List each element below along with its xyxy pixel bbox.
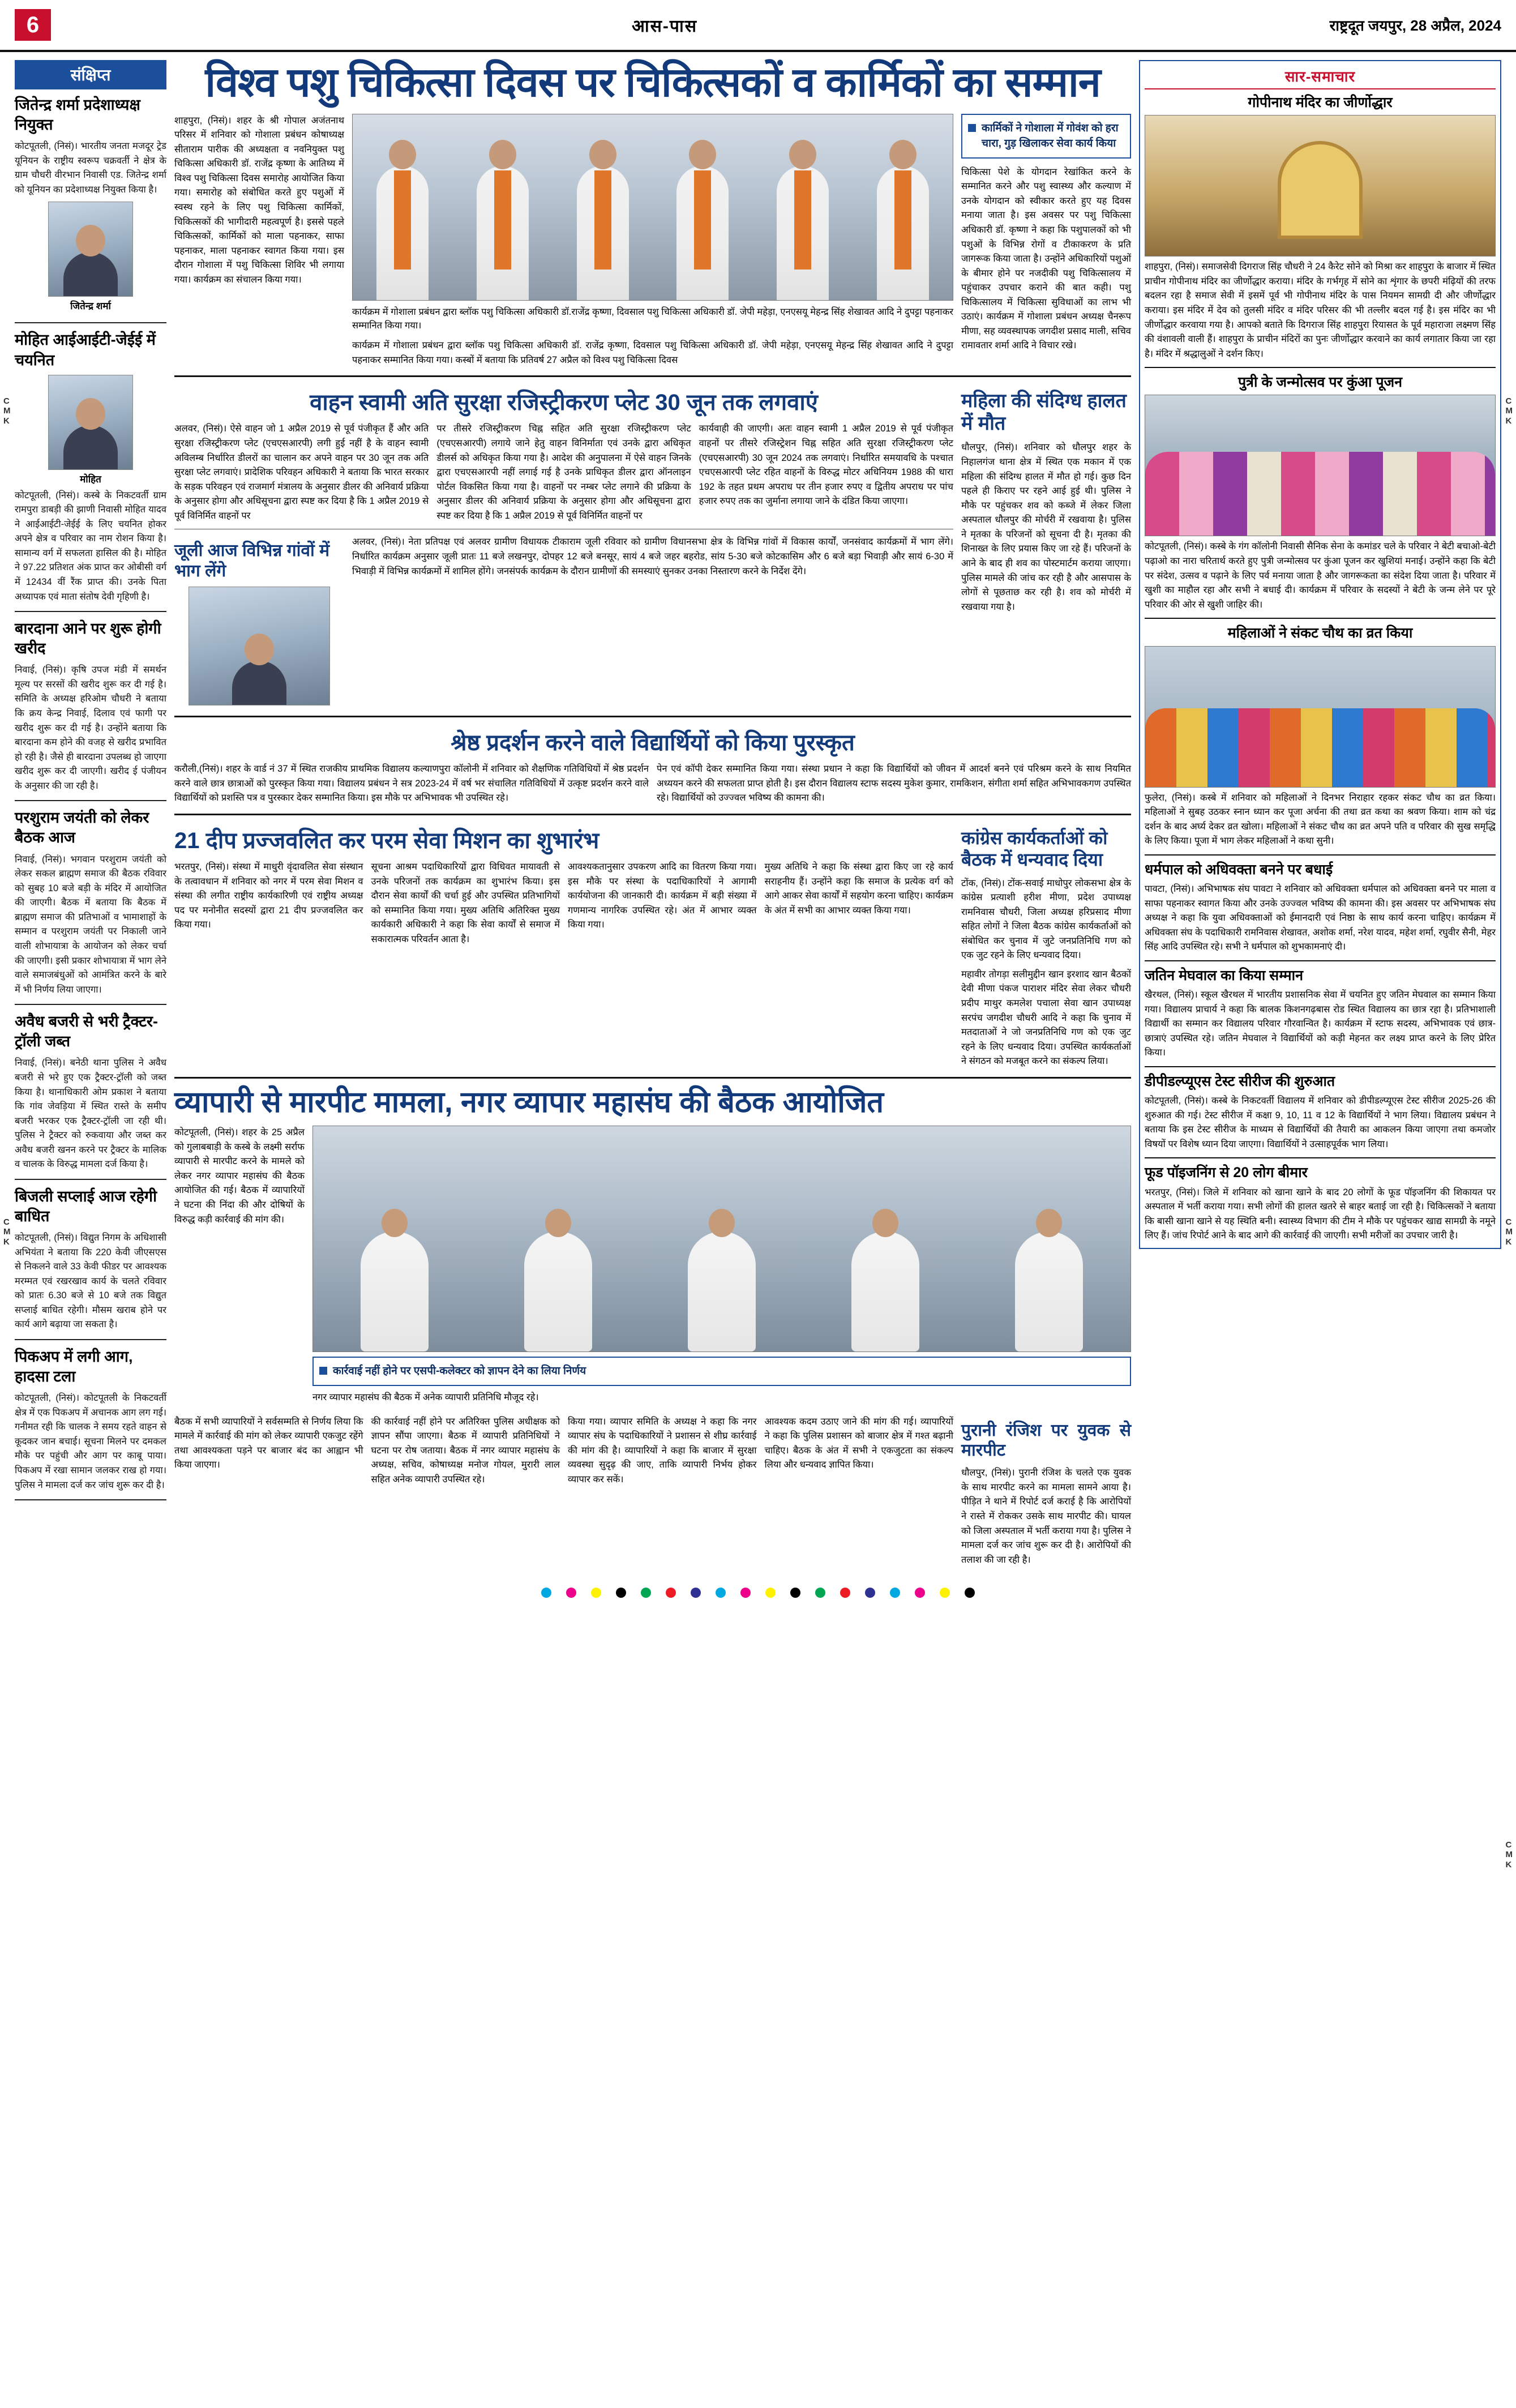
award-headline: श्रेष्ठ प्रदर्शन करने वाले विद्यार्थियों को किया पुरस्कृत (451, 730, 855, 756)
award-col-1: करौली,(निसं)। शहर के वार्ड नं 37 में स्थित राजकीय प्राथमिक विद्यालय कल्याणपुरा कॉलोनी में शनिवार को शैक्षणिक गतिविधियों में श्रेष्ठ प्रदर्शन करने वाले छात्र छात्राओं को पुरस्कृत किया गया। विद्यालय प्रबंधन ने सत्र 2023-24 में वर्ष भर संचालित गतिविधियों में उत्कृष्ट प्रदर्शन करने वाले विद्यार्थियों को प्रशस्ति पत्र व पुरस्कार देकर सम्मानित किया। इस मौके पर अभिभावक भी उपस्थित रहे। (174, 764, 649, 803)
mahila-story (961, 384, 1131, 708)
photo-figures (353, 166, 953, 300)
mission-story (174, 822, 953, 1069)
divider (174, 375, 1131, 377)
bottom-col-1: कोटपूतली, (निसं)। शहर के 25 अप्रैल को गुलाबबाड़ी के कस्बे के लक्ष्मी सर्राफ व्यापारी से मारपीट करने के मामले को लेकर नगर व्यापार महासंघ की बैठक आयोजित की गई। बैठक में व्यापारियों ने घटना की निंदा की और दोषियों के विरुद्ध कड़ी कार्रवाई की मांग की। (174, 1127, 305, 1225)
saar-samachar-box (1139, 60, 1501, 1249)
brief-body: निवाई, (निसं)। कृषि उपज मंडी में समर्थन मूल्य पर सरसों की खरीद शुरू कर दी गई है। समिति के अध्यक्ष हरिओम चौधरी ने बताया कि क्रय केन्द्र निवाई, दिलाव एवं फागी पर खरीद शुरू कर दी गई है। उन्होंने बताया कि बारदाना कम होने की वजह से खरीद प्रभावित हो रही है। जैसे ही बारदाना उपलब्ध हो जाएगा खरीद शुरू कर दी जाएगी। खरीद ई पंजीयन के अनुसार की जा रही है। (15, 665, 166, 791)
cmyk-mark-right: C M K (1505, 1217, 1513, 1247)
lead-center (352, 114, 953, 368)
mahila-headline: महिला की संदिग्ध हालत में मौत (961, 390, 1127, 435)
story-block-3 (174, 724, 1131, 806)
bottom-col-2: बैठक में सभी व्यापारियों ने सर्वसम्मति से निर्णय लिया कि मामले में कार्रवाई की मांग को लेकर व्यापारी एकजुट रहेंगे तथा आवश्यकता पड़ने पर बाजार बंद का आह्वान भी किया जाएगा। (174, 1416, 363, 1470)
bottom-col-5: आवश्यक कदम उठाए जाने की मांग की गई। व्यापारियों ने कहा कि पुलिस प्रशासन को बाजार क्षेत्र में गश्त बढ़ानी चाहिए। बैठक के अंत में सभी ने एकजुटता का संकल्प लिया और धन्यवाद ज्ञापित किया। (764, 1416, 953, 1470)
congress-headline: कांग्रेस कार्यकर्ताओं को बैठक में धन्यवाद दिया (961, 828, 1108, 870)
jooli-left (174, 535, 344, 708)
congress-col-2: महावीर तोगड़ा सलीमुद्दीन खान इरशाद खान बैठकों देवी मीणा पंकज पाराशर मंदिर सेवा लेकर चौधरी प्रदीप माथुर कमलेश पचाला सेवा खान उपाध्यक्ष सरपंच जगदीश चौधरी आदि ने कहा कि चुनाव में मतदाताओं ने जो जनप्रतिनिधि गण को एक जुट रहने के लिए धन्यवाद दिया। उपस्थित कार्यकर्ताओं ने संगठन को मजबूत करने का संकल्प लिया। (961, 969, 1131, 1067)
color-dots (15, 1582, 1501, 1601)
brief-body: कोटपूतली, (निसं)। कोटपूतली के निकटवर्ती क्षेत्र में एक पिकअप में अचानक आग लग गई। गनीमत रही कि चालक ने समय रहते वाहन से कूदकर जान बचाई। सूचना मिलने पर दमकल मौके पर पहुंची और आग पर काबू पाया। पिकअप में रखा सामान जलकर राख हो गया। पुलिस ने मामला दर्ज कर जांच शुरू कर दी है। (15, 1393, 166, 1490)
story-block-2 (174, 384, 1131, 708)
saar-item (1145, 374, 1496, 612)
saar-title: गोपीनाथ मंदिर का जीर्णोद्धार (1248, 95, 1393, 110)
brief-item (15, 619, 166, 801)
divider (174, 814, 1131, 815)
saar-body: कोटपूतली, (निसं)। कस्बे के गंग कॉलोनी निवासी सैनिक सेना के कमांडर चले के परिवार ने बेटी बचाओ-बेटी पढ़ाओ का नारा चरितार्थ करते हुए पुत्री जन्मोत्सव पर कुंआ पूजन कर खुशियां मनाई। उन्होंने कहा कि बेटी पर संदेश, उत्सव व पढ़ाने के लिए पर्व मनाया जाता है और जागरूकता का संदेश दिया जाता है। परिवार में खुशी का माहौल रहा और सभी ने बधाई दी। कार्यक्रम में परिवार के सदस्यों ने बेटी के जन्म लेने पर पूरे परिवार की ओर से खुशी जाहिर की। (1145, 541, 1496, 610)
hsrp-col-3: कार्यवाही की जाएगी। अतः वाहन स्वामी 1 अप्रैल 2019 से पूर्व पंजीकृत वाहनों पर तीसरे रजिस्ट्रेशन चिह्न सहित अति सुरक्षा रजिस्ट्रीकरण प्लेट (एचएसआरपी) 30 जून 2024 तक लगवाएं। निर्धारित समयावधि के पश्चात एचएसआरपी प्लेट रहित वाहनों के विरुद्ध मोटर अधिनियम 1988 की धारा 192 के तहत प्रथम अपराध पर तीन हजार रुपए व द्वितीय अपराध पर पांच हजार रुपए तक का जुर्माना लगाया जाने के दंडित किया जाएगा। (699, 424, 953, 507)
cmyk-mark-left: C M K (3, 1217, 11, 1247)
bottom-note: कार्रवाई नहीं होने पर एसपी-कलेक्टर को ज्ञापन देने का लिया निर्णय (312, 1357, 1131, 1386)
jooli-story (174, 535, 953, 708)
saar-body: पावटा, (निसं)। अभिभाषक संघ पावटा ने शनिवार को अधिवक्ता धर्मपाल को अधिवक्ता बनने पर माला व साफा पहनाकर स्वागत किया और उनके उज्ज्वल भविष्य की कामना की। इस अवसर पर अभिभाषक संघ अध्यक्ष ने कहा कि युवा अधिवक्ताओं को ईमानदारी एवं निष्ठा के साथ कार्य करना चाहिए। कार्यक्रम में अधिवक्ता संघ के पदाधिकारी रामनिवास शेखावत, अशोक शर्मा, नरेश यादव, महेश शर्मा, रघुवीर सैनी, मेहर सिंह आदि उपस्थित रहे। सभी ने धर्मपाल को शुभकामनाएं दी। (1145, 884, 1496, 952)
cmyk-mark-left: C M K (3, 396, 11, 426)
lead-photo-caption: कार्यक्रम में गोशाला प्रबंधन द्वारा ब्लॉक पशु चिकित्सा अधिकारी डॉ.राजेंद्र कृष्णा, दिवसाल पशु चिकित्सा अधिकारी डॉ. जेपी महेड़ा, एनएसयू मेहन्द्र सिंह शेखावत आदि ने दुपट्टा पहनाकर सम्मानित किया गया। (352, 306, 953, 331)
meeting-photo (312, 1126, 1131, 1352)
saar-item (1145, 1164, 1496, 1243)
section-title: आस-पास (631, 16, 698, 36)
page-title: विश्व पशु चिकित्सा दिवस पर चिकित्सकों व कार्मिकों का सम्मान (205, 60, 1100, 105)
photo-caption: मोहित (80, 473, 101, 485)
temple-photo (1145, 115, 1496, 256)
saar-item (1145, 861, 1496, 955)
hsrp-col-2: पर तीसरे रजिस्ट्रीकरण चिह्न सहित अति सुरक्षा रजिस्ट्रीकरण प्लेट (एचएसआरपी) लगाये जाने हेतु वाहन विनिर्माता एवं उनके द्वारा अधिकृत डीलर्स को अधिकृत किया गया है। आदेश की अनुपालना में ऐसे वाहन जिनके द्वारा एचएसआरपी नहीं लगाई गई है उनके प्राधिकृत डीलर द्वारा ऑनलाइन पोर्टल विकसित किया गया है। वाहनों पर नम्बर प्लेट लगाने की प्रक्रिया के अनुसार डीलर की अनिवार्य प्रक्रिया के अनुसार होगा और अधिसूचना द्वारा स्पष्ट कर दिया है कि 1 अप्रैल 2019 से पूर्व विनिर्मित वाहनों पर (436, 424, 691, 521)
lead-col-1: शाहपुरा, (निसं)। शहर के श्री गोपाल अजंतनाथ परिसर में शनिवार को गोशाला प्रबंधन कोषाध्यक्ष सीताराम पारीक की अध्यक्षता व नवनियुक्त पशु चिकित्सा अधिकारी डॉ. राजेंद्र कृष्णा के आतिथ्य में विश्व पशु चिकित्सा दिवस समारोह आयोजित किया गया। समारोह को संबोधित करते हुए पशुओं में स्वस्थ रहने के लिए पशु चिकित्सा कार्मिकों, चिकित्सकों की भागीदारी महत्वपूर्ण है। इससे पहले चिकित्सकों, कार्मिकों को माला पहनाकर, साफा पहनाकर, माला पहनाकर स्वागत किया गया। इस दौरान गोशाला में पशु चिकित्सा शिविर भी लगाया गया। कार्यक्रम का संचालन किया गया। (174, 115, 344, 285)
brief-item (15, 95, 166, 323)
mission-headline: 21 दीप प्रज्जवलित कर परम सेवा मिशन का शुभारंभ (174, 828, 599, 854)
lead-col-2: कार्यक्रम में गोशाला प्रबंधन द्वारा ब्लॉक पशु चिकित्सा अधिकारी डॉ. राजेंद्र कृष्णा, दिवसाल पशु चिकित्सा अधिकारी डॉ. जेपी महेड़ा, एनएसयू मेहन्द्र सिंह शेखावत आदि ने दुपट्टा पहनाकर सम्मानित किया गया। कस्बों में बताया कि प्रतिवर्ष 27 अप्रैल को विश्व पशु चिकित्सा दिवस (352, 340, 953, 365)
bottom-col-4: किया गया। व्यापार समिति के अध्यक्ष ने कहा कि नगर व्यापार संघ के पदाधिकारियों ने प्रशासन से शीघ्र कार्रवाई की मांग की है। व्यापारियों ने कहा कि बाजार में सुरक्षा व्यवस्था सुदृढ़ की जाए, ताकि व्यापारी निर्भय होकर व्यापार कर सकें। (568, 1416, 757, 1485)
masthead (0, 0, 1516, 52)
brief-item (15, 808, 166, 1005)
congress-story (961, 822, 1131, 1069)
mission-col-3: आवश्यकतानुसार उपकरण आदि का वितरण किया गया। इस मौके पर संस्था के पदाधिकारियों ने आगामी कार्ययोजना की जानकारी दी। कार्यक्रम में बड़ी संख्या में गणमान्य नागरिक उपस्थित रहे। अंत में आभार व्यक्त किया गया। (568, 862, 757, 930)
brief-body: निवाई, (निसं)। बनेठी थाना पुलिस ने अवैध बजरी से भरे हुए एक ट्रैक्टर-ट्रॉली को जब्त किया है। थानाधिकारी ओम प्रकाश ने बताया कि गांव जेवड़िया में स्थित रास्ते के समीप बजरी भरकर एक ट्रैक्टर-ट्रॉली जा रही थी। पुलिस ने ट्रैक्टर को रुकवाया और जब्त कर अवैध बजरी खनन करने पर ट्रैक्टर के मालिक व चालक के विरुद्ध मामला दर्ज किया है। (15, 1058, 166, 1170)
lead-col-3: चिकित्सा पेशे के योगदान रेखांकित करने के सम्मानित करने और पशु स्वास्थ्य और कल्याण में उनके योगदान को स्वीकार करते हुए यह दिवस मनाया जाता है। इस अवसर पर पशु चिकित्सा अधिकारी डॉ. कृष्णा ने कहा कि पशुपालकों को भी पशुओं के विभिन्न रोगों व टीकाकरण के प्रति जागरूक किया जाता है। उन्होंने अधिकारियों पशुओं के बीमार होने पर नजदीकी पशु चिकित्सालय में पहुंचाकर उपचार कराने की बात कही। पशु चिकित्सालय में चिकित्सा सुविधाओं का लाभ भी उठाएं। कार्यक्रम में गोशाला प्रबंधन अध्यक्ष चैनरूप मीणा, सह व्यवस्थापक जगदीश प्रसाद माली, सचिव रामावतार शर्मा आदि ने विचार रखे। (961, 166, 1131, 351)
lead-story (174, 114, 1131, 368)
kicker-box: कार्मिकों ने गोशाला में गोवंश को हरा चारा, गुड़ खिलाकर सेवा कार्य किया (961, 114, 1131, 159)
hsrp-story (174, 384, 953, 708)
saar-title: धर्मपाल को अधिवक्ता बनने पर बधाई (1145, 861, 1333, 878)
photo-caption: जितेन्द्र शर्मा (70, 301, 111, 312)
mission-col-1: भरतपुर, (निसं)। संस्था में माधुरी वृंदावलित सेवा संस्थान के तत्वावधान में शनिवार को नगर में परम सेवा मिशन व संस्था की लगीत राष्ट्रीय कार्यकारिणी एवं राष्ट्रीय अध्यक्ष पद पर मनोनीत सदस्यों द्वारा 21 दीप प्रज्जवलित कर किया गया। (174, 862, 363, 930)
saar-title: पुत्री के जन्मोत्सव पर कुंआ पूजन (1237, 374, 1403, 391)
brief-item (15, 1187, 166, 1340)
right-rail-header: सार-समाचार (1145, 66, 1496, 89)
bottom-photo-caption: नगर व्यापार महासंघ की बैठक में अनेक व्यापारी प्रतिनिधि मौजूद रहे। (312, 1392, 539, 1402)
congress-col-1: टोंक, (निसं)। टोंक-सवाई माधोपुर लोकसभा क्षेत्र के कांग्रेस प्रत्याशी हरीश मीणा, प्रदेश उपाध्यक्ष रामनिवास चौधरी, जिला अध्यक्ष हरिप्रसाद मीणा सहित लोगों ने जिला बैठक कांग्रेस कार्यकर्ताओं को संबोधित कर चुनाव में जुटे जनप्रतिनिधि गण को एक जुट रहने के लिए धन्यवाद दिया। (961, 878, 1131, 961)
portrait-photo (48, 202, 133, 297)
brief-body: निवाई, (निसं)। भगवान परशुराम जयंती को लेकर सकल ब्राह्मण समाज की बैठक रविवार को सुबह 10 बजे बड़ी के मंदिर में आयोजित की जाएगी। बैठक में बताया कि बैठक में ब्राह्मण समाज की प्रतिभाओं व भामाशाहों के सम्मान व परशुराम जयंती पर निकाली जाने वाली शोभायात्रा के आयोजन को लेकर चर्चा की जाएगी। इसी प्रकार शोभायात्रा में भाग लेने वाले समाजबंधुओं को आमंत्रित करने के बारे में भी निर्णय लिया जाएगा। (15, 854, 166, 995)
mission-col-4: मुख्य अतिथि ने कहा कि संस्था द्वारा किए जा रहे कार्य सराहनीय हैं। उन्होंने कहा कि समाज के प्रत्येक वर्ग को आगे आकर सेवा कार्यों में सहयोग करना चाहिए। कार्यक्रम के अंत में सभी का आभार व्यक्त किया गया। (764, 862, 953, 916)
bottom-headline: व्यापारी से मारपीट मामला, नगर व्यापार महासंघ की बैठक आयोजित (174, 1085, 884, 1119)
right-rail (1139, 60, 1501, 1567)
bottom-feature (174, 1085, 1131, 1567)
brief-title: बिजली सप्लाई आज रहेगी बाधित (15, 1187, 157, 1225)
print-color-strip (0, 1582, 1516, 1607)
saar-item (1145, 1073, 1496, 1152)
photo-figures (313, 1212, 1130, 1351)
brief-item (15, 1012, 166, 1180)
small-story-right (961, 1415, 1131, 1568)
lead-photo (352, 114, 953, 301)
brief-title: परशुराम जयंती को लेकर बैठक आज (15, 809, 149, 846)
brief-title: मोहित आईआईटी-जेईई में चयनित (15, 331, 156, 369)
brief-item (15, 1347, 166, 1500)
cmyk-mark-right: C M K (1505, 1840, 1513, 1870)
page-content (0, 52, 1516, 1582)
brief-body: कोटपूतली, (निसं)। विद्युत निगम के अधिशासी अभियंता ने बताया कि 220 केवी जीएसएस से निकलने वाले 33 केवी फीडर पर आवश्यक मरम्मत एवं रखरखाव कार्य के चलते रविवार को प्रातः 6.30 बजे से 10 बजे तक विद्युत सप्लाई बाधित रहेगी। मौसम खराब होने पर कार्य आगे बढ़ाया जा सकता है। (15, 1233, 166, 1330)
brief-item (15, 330, 166, 612)
brief-title: बारदाना आने पर शुरू होगी खरीद (15, 620, 161, 657)
brief-body: कोटपूतली, (निसं)। कस्बे के निकटवर्ती ग्राम रामपुरा डाबड़ी की झाणी निवासी मोहित यादव ने आईआईटी-जेईई के लिए चयनित होकर अपने क्षेत्र व परिवार का नाम रोशन किया है। सामान्य वर्ग में सफलता हासिल की है। मोहित ने 97.22 प्रतिशत अंक प्राप्त कर ओबीसी वर्ग में 12434 वीं रैंक प्राप्त की। उनके पिता अध्यापक एवं माता संतोष देवी गृहिणी है। (15, 490, 166, 602)
saar-title: जतिन मेघवाल का किया सम्मान (1145, 967, 1303, 983)
award-story (174, 724, 1131, 806)
saar-title: फूड पॉइजनिंग से 20 लोग बीमार (1145, 1165, 1308, 1181)
hsrp-headline: वाहन स्वामी अति सुरक्षा रजिस्ट्रीकरण प्लेट 30 जून तक लगवाएं (310, 390, 818, 416)
saar-item (1145, 967, 1496, 1060)
saar-item (1145, 94, 1496, 361)
hsrp-col-1: अलवर, (निसं)। ऐसे वाहन जो 1 अप्रैल 2019 से पूर्व पंजीकृत हैं और अति सुरक्षा रजिस्ट्रीकरण प्लेट (एचएसआरपी) लगी हुई नहीं है के वाहन स्वामी अविलम्ब निर्धारित डीलरों का चालान कर अपने वाहन पर 30 जून तक अति सुरक्षा प्लेट लगवाएं। प्रादेशिक परिवहन अधिकारी ने बताया कि भारत सरकार के सड़क परिवहन एवं राजमार्ग मंत्रालय के अनुसार डीलर की अनिवार्य प्रक्रिया के अनुसार होगा और अधिसूचना द्वारा स्पष्ट कर दिया है कि 1 अप्रैल 2019 से पूर्व विनिर्मित वाहनों पर (174, 424, 429, 521)
saar-body: कोटपूतली, (निसं)। कस्बे के निकटवर्ती विद्यालय में शनिवार को डीपीडल्प्यूएस टेस्ट सीरीज 2025-26 की शुरुआत की गई। टेस्ट सीरीज में कक्षा 9, 10, 11 व 12 के विद्यार्थियों ने भाग लिया। विद्यालय प्रबंधन ने बताया कि इस टेस्ट सीरीज के माध्यम से विद्यार्थियों की तैयारी का आकलन किया जाएगा तथा कमजोर विषयों पर विशेष ध्यान दिया जाएगा। विद्यार्थियों ने उत्साहपूर्वक भाग लिया। (1145, 1096, 1496, 1149)
brief-title: जितेन्द्र शर्मा प्रदेशाध्यक्ष नियुक्त (15, 96, 140, 134)
saar-body: शाहपुरा, (निसं)। समाजसेवी दिगराज सिंह चौधरी ने 24 कैरेट सोने को मिश्रा कर शाहपुरा के बाजार में स्थित प्राचीन गोपीनाथ मंदिर का जीर्णोद्धार कराया। मंदिर के गर्भगृह में सोने का शृंगार के छपरी मंढ़ियों की तरफ बदलन रहा है समाज सेवी में इसमें पूर्व भी गोपीनाथ मंदिर के पास नियमन सामग्री दी और जीर्णोद्धार कराया। इस मंदिर में देव को तुलसी मंदिर व मंदिर परिसर की भी तल्लीर बदल गई है। इस मंदिर का भी जीर्णोद्धार करवाया गया है। आपको बताते कि दिगराज सिंह शाहपुरा रियासत के पूर्व महाराजा लक्ष्मण सिंह की वंशावली वाली हैं। शाहपुरा के प्राचीन मंदिरों का पुनः जीर्णोद्धार करवाने का कार्य लगातार किया जा रहा है। मंदिर में श्रद्धालुओं ने दर्शन किए। (1145, 262, 1496, 359)
bottom-col-3: की कार्रवाई नहीं होने पर अतिरिक्त पुलिस अधीक्षक को ज्ञापन सौंपा जाएगा। बैठक में व्यापारी प्रतिनिधियों ने घटना पर रोष जताया। बैठक में नगर व्यापार महासंघ के अध्यक्ष, सचिव, कोषाध्यक्ष मनोज गोयल, मुरारी लाल सहित अनेक व्यापारी उपस्थित रहे। (371, 1416, 560, 1485)
paper-dateline: राष्ट्रदूत जयपुर, 28 अप्रैल, 2024 (1329, 17, 1501, 34)
award-col-2: पेन एवं कॉपी देकर सम्मानित किया गया। संस्था प्रधान ने कहा कि विद्यार्थियों को जीवन में आदर्श बनने एवं परिश्रम करने के साथ नियमित अध्ययन करने की सफलता प्राप्त होती है। इस दौरान विद्यालय स्टाफ सदस्य मुकेश कुमार, रामकिशन, संगीता शर्मा सहित अभिभावकगण उपस्थित रहे। विद्यार्थियों को उज्ज्वल भविष्य की कामना की। (657, 764, 1131, 803)
saar-body: खैरथल, (निसं)। स्कूल खैरथल में भारतीय प्रशासनिक सेवा में चयनित हुए जतिन मेघवाल का सम्मान किया गया। विद्यालय प्राचार्य ने कहा कि बालक किशनगढ़बास रोड स्थित विद्यालय का छात्र रहा है। प्रतिभाशाली विद्यार्थी का सम्मान कर विद्यालय परिवार गौरवान्वित है। कार्यक्रम में स्टाफ सदस्य, अभिभावक एवं छात्र-छात्राएं उपस्थित रहे। जतिन मेघवाल ने विद्यार्थियों को कड़ी मेहनत कर लक्ष्य प्राप्त करने के लिए प्रेरित किया। (1145, 990, 1496, 1058)
brief-title: अवैध बजरी से भरी ट्रैक्टर-ट्रॉली जब्त (15, 1013, 158, 1050)
saar-body: फुलेरा, (निसं)। कस्बे में शनिवार को महिलाओं ने दिनभर निराहार रहकर संकट चौथ का व्रत किया। महिलाओं ने सुबह उठकर स्नान ध्यान कर पूजा अर्चना की तथा व्रत कथा का श्रवण किया। शाम को चंद्र दर्शन के बाद अर्घ्य देकर व्रत खोला। महिलाओं ने संकट चौथ का व्रत अपने पति व परिवार की सुख समृद्धि के लिए किया। पूजा में भाग लेकर महिलाओं ने कथा सुनी। (1145, 792, 1496, 846)
page-number: 6 (15, 9, 51, 41)
saar-item (1145, 625, 1496, 849)
brief-body: कोटपूतली, (निसं)। भारतीय जनता मजदूर ट्रेड यूनियन के राष्ट्रीय स्वरूप चक्रवर्ती ने क्षेत्र के ग्राम चौधरी वीरभान निवासी एड. जितेन्द्र शर्मा को यूनियन का प्रदेशाध्यक्ष नियुक्त किया है। (15, 141, 166, 195)
lead-right (961, 114, 1131, 368)
main-column (174, 60, 1131, 1567)
story-block-4 (174, 822, 1131, 1069)
saar-title: डीपीडल्प्यूएस टेस्ट सीरीज की शुरुआत (1145, 1073, 1335, 1089)
divider (174, 716, 1131, 717)
mahila-body: धौलपुर, (निसं)। शनिवार को धौलपुर शहर के निहालगंज थाना क्षेत्र में स्थित एक मकान में एक महिला की संदिग्ध हालत में मौत हो गई। कुछ दिन पहले ही किराए पर रहने आई हुई थी। पुलिस ने मौके पर पहुंचकर शव को कब्जे में लेकर जिला अस्पताल धौलपुर की मोर्चरी में रखवाया है। पुलिस ने मृतका के परिजनों को सूचना दी है। मृतका की शिनाख्त के लिए प्रयास किए जा रहे हैं। परिजनों के आने के बाद ही शव का पोस्टमार्टम कराया जाएगा। पुलिस मामले की जांच कर रही है और आसपास के लोगों से पूछताछ कर रही है। शव को मोर्चरी में रखवाया गया है। (961, 442, 1131, 612)
jooli-body: अलवर, (निसं)। नेता प्रतिपक्ष एवं अलवर ग्रामीण विधायक टीकाराम जूली रविवार को ग्रामीण विधानसभा क्षेत्र के विभिन्न गांवों में विकास कार्यों, जनसंवाद कार्यक्रमों में भाग लेंगे। निर्धारित कार्यक्रम अनुसार जूली प्रातः 11 बजे लखनपुर, दोपहर 12 बजे बनसूर, सायं 4 बजे जहर बहरोड, सांय 5-30 बजे कोटकासिम और 6 बजे बड़ा भिवाड़ी और सायं 6-30 में भिवाड़ी में विभिन्न कार्यक्रमों में शामिल होंगे। जनसंपर्क कार्यक्रम के दौरान ग्रामीणों की समस्याएं सुनकर उनका निस्तारण करने के निर्देश देंगे। (352, 537, 953, 576)
left-rail (15, 60, 166, 1567)
jooli-headline: जूली आज विभिन्न गांवों में भाग लेंगे (174, 541, 330, 580)
brief-title: पिकअप में लगी आग, हादसा टला (15, 1348, 133, 1385)
small-story-headline: पुरानी रंजिश पर युवक से मारपीट (961, 1421, 1131, 1460)
saar-body: भरतपुर, (निसं)। जिले में शनिवार को खाना खाने के बाद 20 लोगों के फूड पॉइजनिंग की शिकायत पर अस्पताल में भर्ती कराया गया। सभी लोगों की हालत खतरे से बाहर बताई जा रही है। चिकित्सकों ने बताया कि बासी खाना खाने से यह स्थिति बनी। स्वास्थ्य विभाग की टीम ने मौके पर पहुंचकर खाद्य सामग्री के नमूने लिए हैं। जांच रिपोर्ट आने के बाद आगे की कार्रवाई की जाएगी। सभी मरीजों का उपचार जारी है। (1145, 1187, 1496, 1241)
divider (174, 1077, 1131, 1079)
saar-title: महिलाओं ने संकट चौथ का व्रत किया (1227, 625, 1413, 641)
cmyk-mark-right: C M K (1505, 396, 1513, 426)
kuan-poojan-photo (1145, 395, 1496, 536)
vrat-photo (1145, 646, 1496, 788)
small-story-body: धौलपुर, (निसं)। पुरानी रंजिश के चलते एक युवक के साथ मारपीट करने का मामला सामने आया है। पीड़ित ने थाने में रिपोर्ट दर्ज कराई है कि आरोपियों ने रास्ते में रोककर उसके साथ मारपीट की। घायल को जिला अस्पताल में भर्ती कराया गया है। पुलिस ने मामला दर्ज कर जांच शुरू कर दी है। आरोपियों की तलाश की जा रही है। (961, 1468, 1131, 1565)
jooli-portrait (189, 587, 330, 705)
bottom-center (312, 1126, 1131, 1410)
left-rail-header: संक्षिप्त (15, 60, 166, 89)
mission-col-2: सूचना आश्रम पदाधिकारियों द्वारा विधिवत मायावती से उनके परिजनों तक कार्यक्रम का शुभारंभ किया। इस दौरान सेवा कार्यों की चर्चा हुई और उपस्थित प्रतिभागियों को सम्मानित किया गया। मुख्य अतिथि अतिरिक्त मुख्य कार्यकारी अधिकारी ने कहा कि सेवा कार्यों से समाज में सकारात्मक परिवर्तन आता है। (371, 862, 560, 945)
portrait-photo (48, 375, 133, 470)
